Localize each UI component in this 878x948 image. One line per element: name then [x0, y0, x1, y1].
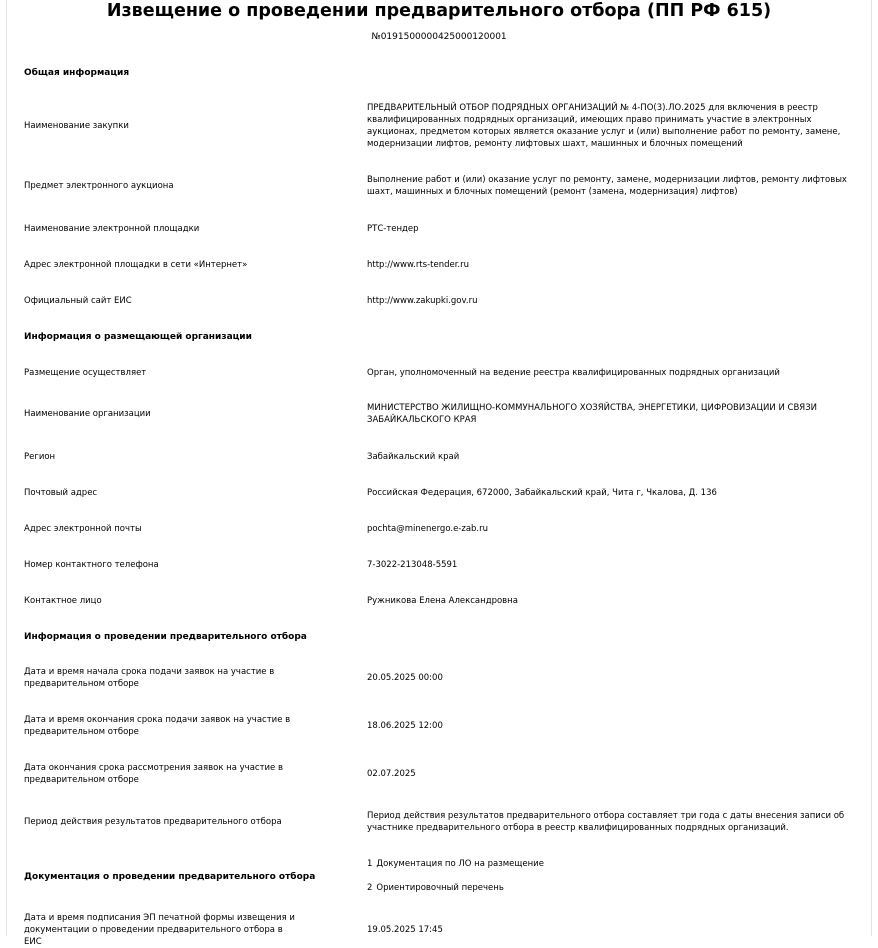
- row-email: [0, 520, 878, 538]
- section-documentation-heading: Документация о проведении предварительного отбора: [24, 872, 316, 882]
- validity-value: Период действия результатов предварительного отбора составляет три года с даты внесения записи об участнике предварительного отбора в реестр квалифицированных подрядных организаций.: [367, 811, 845, 833]
- region-label: Регион: [24, 452, 56, 462]
- document-name: Ориентировочный перечень: [376, 883, 504, 893]
- platform-name-value: РТС-тендер: [367, 224, 419, 234]
- platform-url-label: Адрес электронной площадки в сети «Интернет»: [24, 260, 248, 270]
- section-selection-heading: Информация о проведении предварительного отбора: [24, 632, 307, 642]
- eis-site-link[interactable]: http://www.zakupki.gov.ru: [367, 296, 478, 306]
- email-value: pochta@minenergo.e-zab.ru: [367, 524, 489, 534]
- placement-by-value: Орган, уполномоченный на ведение реестра квалифицированных подрядных организаций: [367, 368, 780, 378]
- contact-label: Контактное лицо: [24, 596, 102, 606]
- row-auction-subject: [0, 172, 878, 200]
- start-date-label: Дата и время начала срока подачи заявок на участие в предварительном отборе: [24, 667, 275, 689]
- contact-value: Ружникова Елена Александровна: [367, 596, 518, 606]
- org-name-label: Наименование организации: [24, 409, 151, 419]
- row-phone: [0, 556, 878, 574]
- row-signing: [0, 913, 878, 947]
- postal-address-label: Почтовый адрес: [24, 488, 98, 498]
- document-link[interactable]: [367, 882, 504, 894]
- document-number: 2: [367, 883, 373, 893]
- review-date-value: 02.07.2025: [367, 769, 416, 779]
- row-purchase-name: [0, 98, 878, 154]
- end-date-value: 18.06.2025 12:00: [367, 721, 443, 731]
- row-contact: [0, 592, 878, 610]
- documents-list: [367, 856, 862, 898]
- eis-site-label: Официальный сайт ЕИС: [24, 296, 132, 306]
- row-start-date: [0, 664, 878, 692]
- row-org-name: [0, 400, 878, 428]
- phone-value: 7-3022-213048-5591: [367, 560, 458, 570]
- email-label: Адрес электронной почты: [24, 524, 142, 534]
- row-review-date: [0, 760, 878, 788]
- auction-subject-label: Предмет электронного аукциона: [24, 181, 174, 191]
- phone-label: Номер контактного телефона: [24, 560, 159, 570]
- row-eis-site: [0, 292, 878, 310]
- purchase-name-label: Наименование закупки: [24, 121, 129, 131]
- platform-name-label: Наименование электронной площадки: [24, 224, 200, 234]
- row-placement-by: [0, 364, 878, 382]
- org-name-value: МИНИСТЕРСТВО ЖИЛИЩНО-КОММУНАЛЬНОГО ХОЗЯЙСТВА, ЭНЕРГЕТИКИ, ЦИФРОВИЗАЦИИ И СВЯЗИ ЗАБАЙКАЛЬСКОГО КРАЯ: [367, 403, 818, 425]
- purchase-name-value: ПРЕДВАРИТЕЛЬНЫЙ ОТБОР ПОДРЯДНЫХ ОРГАНИЗАЦИЙ № 4-ПО(3).ЛО.2025 для включения в реестр квалифицированных подрядных организаций, имеющих право принимать участие в электронных аукционах, предметом которых является оказание услуг и (или) выполнение работ по ремонту, замене, модернизации лифтов, ремонту лифтовых шахт, машинных и блочных помещений: [367, 103, 841, 149]
- review-date-label: Дата окончания срока рассмотрения заявок на участие в предварительном отборе: [24, 763, 283, 785]
- start-date-value: 20.05.2025 00:00: [367, 673, 443, 683]
- document-name: Документация по ЛО на размещение: [376, 859, 544, 869]
- section-selection: [0, 628, 878, 646]
- row-validity: [0, 808, 878, 836]
- section-general: [0, 64, 878, 82]
- end-date-label: Дата и время окончания срока подачи заявок на участие в предварительном отборе: [24, 715, 291, 737]
- section-organization-heading: Информация о размещающей организации: [24, 332, 252, 342]
- notice-number: №0191500000425000120001: [371, 32, 507, 42]
- row-documentation: [0, 856, 878, 898]
- validity-label: Период действия результатов предварительного отбора: [24, 817, 282, 827]
- page-title: Извещение о проведении предварительного отбора (ПП РФ 615): [106, 1, 772, 21]
- document-number: 1: [367, 859, 373, 869]
- row-end-date: [0, 712, 878, 740]
- placement-by-label: Размещение осуществляет: [24, 368, 147, 378]
- row-postal-address: [0, 484, 878, 502]
- row-region: [0, 448, 878, 466]
- auction-subject-value: Выполнение работ и (или) оказание услуг по ремонту, замене, модернизации лифтов, ремонту лифтовых шахт, машинных и блочных помещений (ремонт (замена, модернизация) лифтов): [367, 175, 847, 197]
- row-platform-name: [0, 220, 878, 238]
- document-link[interactable]: [367, 858, 544, 870]
- region-value: Забайкальский край: [367, 452, 460, 462]
- signing-label: Дата и время подписания ЭП печатной формы извещения и документации о проведении предварительного отбора в ЕИС: [24, 913, 295, 947]
- signing-value: 19.05.2025 17:45: [367, 925, 443, 935]
- postal-address-value: Российская Федерация, 672000, Забайкальский край, Чита г, Чкалова, Д. 136: [367, 488, 717, 498]
- platform-url-link[interactable]: http://www.rts-tender.ru: [367, 260, 470, 270]
- section-general-heading: Общая информация: [24, 68, 130, 78]
- section-organization: [0, 328, 878, 346]
- row-platform-url: [0, 256, 878, 274]
